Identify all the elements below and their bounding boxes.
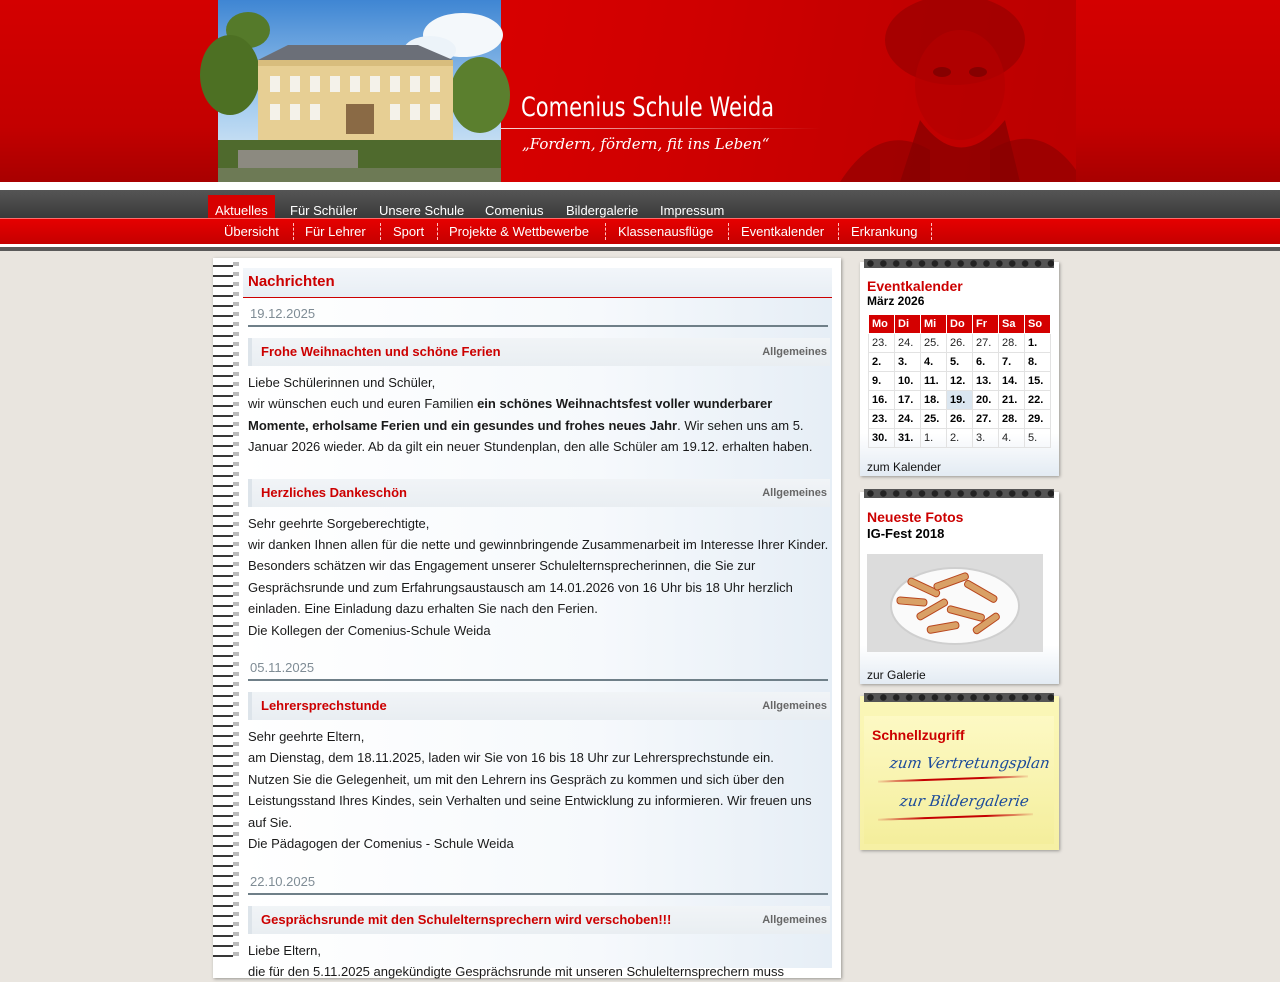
news-text-line: Sehr geehrte Sorgeberechtigte, <box>248 513 830 534</box>
nav-item-bildergalerie[interactable]: Bildergalerie <box>559 197 645 218</box>
subnav-separator <box>931 223 932 240</box>
calendar-day-cell[interactable]: 10. <box>895 372 921 391</box>
calendar-weekday-header: Sa <box>999 315 1025 334</box>
subnav-item-uebersicht[interactable]: Übersicht <box>224 219 279 244</box>
calendar-day-cell[interactable]: 28. <box>999 410 1025 429</box>
subnav-separator <box>293 223 294 240</box>
calendar-day-cell[interactable]: 22. <box>1025 391 1051 410</box>
news-body <box>248 940 830 982</box>
news-title-link[interactable]: Herzliches Dankeschön <box>261 485 407 500</box>
comenius-portrait <box>820 0 1076 182</box>
news-text-line: Die Pädagogen der Comenius - Schule Weida <box>248 833 830 854</box>
calendar-day-cell[interactable]: 29. <box>1025 410 1051 429</box>
subnav-item-eventkalender[interactable]: Eventkalender <box>741 219 824 244</box>
page-title: Nachrichten <box>248 273 832 290</box>
news-body <box>248 372 830 458</box>
calendar-day-cell[interactable]: 6. <box>973 353 999 372</box>
calendar-day-cell: 5. <box>1025 429 1051 448</box>
calendar-day-cell[interactable]: 1. <box>1025 334 1051 353</box>
news-text-paragraph <box>248 393 830 457</box>
subnav-separator <box>605 223 606 240</box>
calendar-weekday-header: Do <box>947 315 973 334</box>
news-body <box>248 726 830 854</box>
calendar-day-cell[interactable]: 2. <box>869 353 895 372</box>
subnav-separator <box>380 223 381 240</box>
calendar-day-cell[interactable]: 3. <box>895 353 921 372</box>
content-header <box>243 268 832 298</box>
spiral-holes <box>233 262 239 962</box>
calendar-day-cell[interactable]: 23. <box>869 410 895 429</box>
news-text-paragraph: Nutzen Sie die Gelegenheit, um mit den Lehrern ins Gespräch zu kommen und sich über den Leistungsstand Ihres Kindes, sein Verhalten und seine Entwicklung zu informieren. Wir freuen uns auf Sie. <box>248 769 830 833</box>
calendar-weekday-header: Di <box>895 315 921 334</box>
title-divider <box>501 128 821 129</box>
news-text-line: Liebe Eltern, <box>248 940 830 961</box>
calendar-day-cell[interactable]: 26. <box>947 410 973 429</box>
main-navigation <box>0 190 1280 218</box>
news-text-line: die für den 5.11.2025 angekündigte Gesprächsrunde mit unseren Schulelternsprechern muss <box>248 961 830 982</box>
calendar-day-cell[interactable]: 13. <box>973 372 999 391</box>
news-text: . Wir sehen uns am 5. Januar 2026 wieder. Ab da gilt ein neuer Stundenplan, den alle Schüler am 19.12. erhalten haben. <box>248 418 812 454</box>
calendar-day-cell: 27. <box>973 334 999 353</box>
subnav-item-erkrankung[interactable]: Erkrankung <box>851 219 917 244</box>
news-item-header <box>248 479 830 507</box>
calendar-week-row <box>869 429 1051 448</box>
news-text-bold: ein schönes Weihnachtsfest voller wunderbarer Momente, erholsame Ferien und ein gesundes und frohes neues Jahr <box>248 396 772 432</box>
calendar-day-cell[interactable]: 31. <box>895 429 921 448</box>
spiral-binding <box>213 262 233 962</box>
calendar-day-cell[interactable]: 11. <box>921 372 947 391</box>
calendar-table <box>868 314 1051 448</box>
calendar-day-cell[interactable]: 14. <box>999 372 1025 391</box>
calendar-day-cell: 2. <box>947 429 973 448</box>
calendar-day-cell: 26. <box>947 334 973 353</box>
calendar-day-cell: 4. <box>999 429 1025 448</box>
news-item-header <box>248 906 830 934</box>
news-text-line: Die Kollegen der Comenius-Schule Weida <box>248 620 830 641</box>
sub-navigation <box>0 218 1280 244</box>
subnav-separator <box>437 223 438 240</box>
quick-access-widget <box>860 696 1059 850</box>
photos-title: Neueste Fotos <box>867 509 963 525</box>
calendar-day-cell: 1. <box>921 429 947 448</box>
substitution-plan-link[interactable]: zum Vertretungsplan <box>889 754 1051 772</box>
calendar-day-cell[interactable]: 12. <box>947 372 973 391</box>
subnav-separator <box>838 223 839 240</box>
calendar-day-cell[interactable]: 16. <box>869 391 895 410</box>
news-text: wir wünschen euch und euren Familien <box>248 396 477 411</box>
calendar-title: Eventkalender <box>867 278 963 294</box>
photos-album-name: IG-Fest 2018 <box>867 526 944 541</box>
calendar-week-row <box>869 410 1051 429</box>
news-category-link[interactable]: Allgemeines <box>762 914 827 926</box>
news-text-paragraph: wir danken Ihnen allen für die nette und gewinnbringende Zusammenarbeit im Interesse Ihrer Kinder. Besonders schätzen wir das Engagement unserer Schulelternsprecherinnen, die Sie zur Gesprächsrunde und zum Erfahrungsaustausch am 14.01.2026 von 16 Uhr bis 18 Uhr herzlich einladen. Eine Einladung dazu erhalten Sie nach den Ferien. <box>248 534 830 620</box>
calendar-day-cell[interactable]: 21. <box>999 391 1025 410</box>
calendar-day-cell[interactable]: 30. <box>869 429 895 448</box>
calendar-day-cell[interactable]: 15. <box>1025 372 1051 391</box>
latest-photo-thumbnail[interactable] <box>867 554 1043 652</box>
calendar-day-cell[interactable]: 8. <box>1025 353 1051 372</box>
picture-gallery-link[interactable]: zur Bildergalerie <box>899 792 1030 810</box>
quick-access-title: Schnellzugriff <box>872 727 965 743</box>
spiral-rings <box>864 693 1054 708</box>
photos-widget <box>860 492 1059 684</box>
site-motto: „Fordern, fördern, fit ins Leben“ <box>522 135 769 153</box>
calendar-day-cell[interactable]: 9. <box>869 372 895 391</box>
news-content <box>243 268 832 968</box>
calendar-weekday-header: So <box>1025 315 1051 334</box>
calendar-weekday-header: Mi <box>921 315 947 334</box>
news-category-link[interactable]: Allgemeines <box>762 487 827 499</box>
news-text-line: am Dienstag, dem 18.11.2025, laden wir Sie von 16 bis 18 Uhr zur Lehrersprechstunde ein. <box>248 747 830 768</box>
spiral-rings <box>864 259 1054 274</box>
calendar-day-cell[interactable]: 19. <box>947 391 973 410</box>
news-text-line: Sehr geehrte Eltern, <box>248 726 830 747</box>
calendar-day-cell[interactable]: 27. <box>973 410 999 429</box>
calendar-day-cell: 23. <box>869 334 895 353</box>
calendar-day-cell: 25. <box>921 334 947 353</box>
subnav-separator <box>728 223 729 240</box>
nav-item-fuer-schueler[interactable]: Für Schüler <box>283 197 364 218</box>
news-category-link[interactable]: Allgemeines <box>762 700 827 712</box>
calendar-day-cell: 3. <box>973 429 999 448</box>
calendar-day-cell[interactable]: 25. <box>921 410 947 429</box>
subnav-item-fuer-lehrer[interactable]: Für Lehrer <box>305 219 366 244</box>
calendar-day-cell[interactable]: 7. <box>999 353 1025 372</box>
calendar-week-row <box>869 372 1051 391</box>
news-text-line: Liebe Schülerinnen und Schüler, <box>248 372 830 393</box>
gallery-link[interactable]: zur Galerie <box>867 668 926 682</box>
subnav-item-projekte[interactable]: Projekte & Wettbewerbe <box>449 219 589 244</box>
calendar-day-cell[interactable]: 17. <box>895 391 921 410</box>
calendar-day-cell[interactable]: 20. <box>973 391 999 410</box>
news-date: 05.11.2025 <box>248 660 828 681</box>
news-item-header <box>248 692 830 720</box>
calendar-day-cell[interactable]: 18. <box>921 391 947 410</box>
site-header <box>0 0 1280 182</box>
subnav-item-sport[interactable]: Sport <box>393 219 424 244</box>
calendar-day-cell: 28. <box>999 334 1025 353</box>
spiral-rings <box>864 489 1054 504</box>
header-gap <box>0 182 1280 190</box>
nav-item-unsere-schule[interactable]: Unsere Schule <box>372 197 471 218</box>
school-building-photo <box>218 0 501 182</box>
nav-item-impressum[interactable]: Impressum <box>653 197 731 218</box>
calendar-day-cell[interactable]: 24. <box>895 410 921 429</box>
nav-item-comenius[interactable]: Comenius <box>478 197 551 218</box>
news-title-link[interactable]: Gesprächsrunde mit den Schulelternsprechern wird verschoben!!! <box>261 912 671 927</box>
calendar-link[interactable]: zum Kalender <box>867 460 941 474</box>
nav-divider-gray <box>0 247 1280 251</box>
news-body <box>248 513 830 641</box>
calendar-day-cell: 24. <box>895 334 921 353</box>
calendar-week-row <box>869 353 1051 372</box>
calendar-week-row <box>869 391 1051 410</box>
calendar-widget <box>860 262 1059 476</box>
calendar-day-cell[interactable]: 5. <box>947 353 973 372</box>
news-date: 19.12.2025 <box>248 306 828 327</box>
subnav-item-klassenausfluege[interactable]: Klassenausflüge <box>618 219 713 244</box>
news-title-link[interactable]: Lehrersprechstunde <box>261 698 387 713</box>
calendar-month: März 2026 <box>867 294 924 308</box>
news-date: 22.10.2025 <box>248 874 828 895</box>
calendar-weekday-header: Fr <box>973 315 999 334</box>
site-title: Comenius Schule Weida <box>521 92 774 123</box>
calendar-week-row <box>869 334 1051 353</box>
news-category-link[interactable]: Allgemeines <box>762 346 827 358</box>
news-item-header <box>248 338 830 366</box>
news-title-link[interactable]: Frohe Weihnachten und schöne Ferien <box>261 344 501 359</box>
calendar-day-cell[interactable]: 4. <box>921 353 947 372</box>
calendar-weekday-header: Mo <box>869 315 895 334</box>
nav-item-aktuelles[interactable]: Aktuelles <box>208 195 275 218</box>
